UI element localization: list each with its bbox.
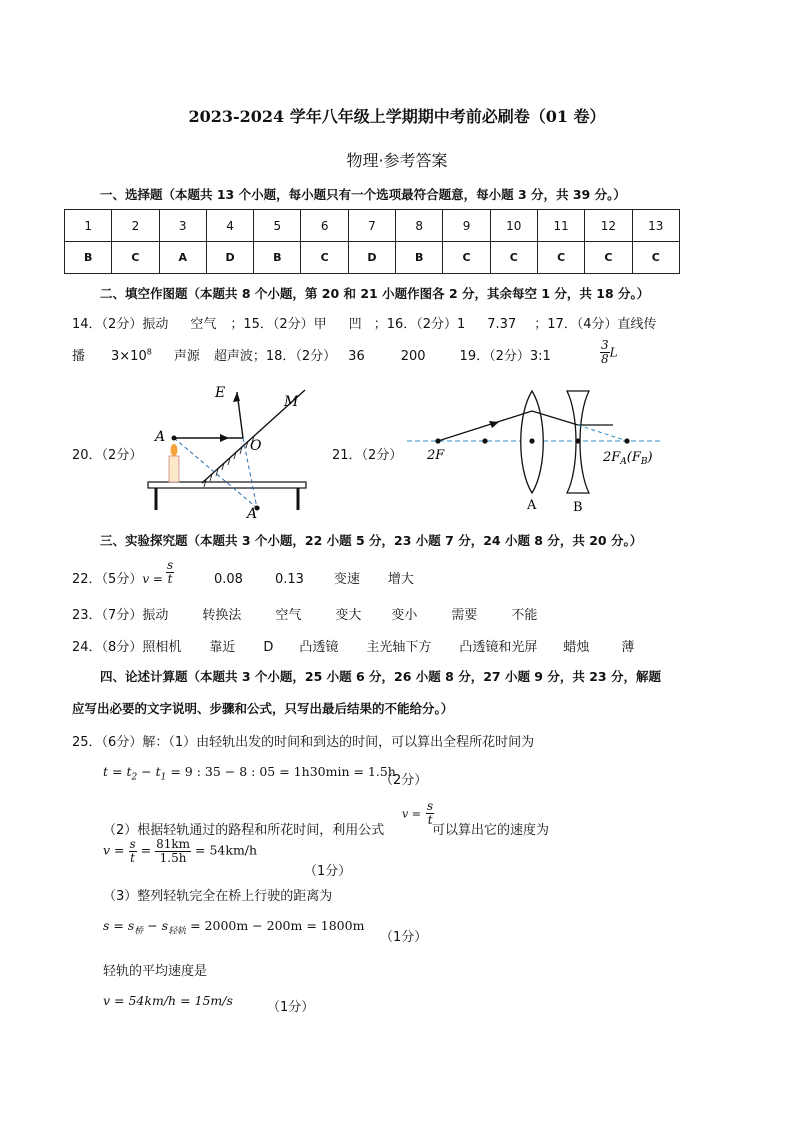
q24-answer-5: 主光轴下方 [366,640,432,655]
q20-label: 20．（2分） [72,448,143,463]
answer-2: C [112,242,159,274]
score-formula-3: （1分） [380,930,428,945]
q22-line [72,568,163,587]
q23-answer-3: 空气 [275,608,302,623]
section3-heading: 三、实验探究题（本题共 3 个小题，22 小题 5 分，23 小题 7 分，24 小题 8 分，共 20 分。） [100,533,643,548]
q17-speed-answer [111,349,152,364]
q19-label: 19．（2分）3:1 [459,349,551,364]
q23-answer-7: 不能 [511,608,538,623]
question-number-13: 13 [632,210,679,242]
q23-answer-4: 变大 [335,608,362,623]
question-number-5: 5 [254,210,301,242]
question-number-3: 3 [159,210,206,242]
q24-answer-4: 凸透镜 [299,640,339,655]
page-subtitle: 物理·参考答案 [346,151,448,170]
fill-line-2 [72,345,551,364]
section4-heading-line2: 应写出必要的文字说明、步骤和公式，只写出最后结果的不能给分。） [72,701,454,716]
score-formula-4: （1分） [267,1000,315,1015]
q22-fraction [166,559,174,585]
question-number-12: 12 [585,210,632,242]
q23-answer-2: 转换法 [202,608,242,623]
question-number-1: 1 [65,210,112,242]
answer-6: C [301,242,348,274]
q17-answer-4-q18-label: 超声波；18．（2分） [213,349,337,364]
q25-part2-text-a: （2）根据轻轨通过的路程和所花时间，利用公式 [103,823,385,838]
answer-table-number-row [65,210,680,242]
q16-label: ；16．（2分）1 [373,317,466,332]
q17-continued: 播 [72,349,86,364]
answer-table [64,209,680,274]
q22-label: 22．（5分） [72,572,143,587]
q15-label: ；15．（2分）甲 [230,317,327,332]
q22-v-eq: v = [142,572,163,586]
candle-flame [171,444,178,456]
q14-label: 14．（2分）振动 [72,317,169,332]
fill-line-1 [72,313,657,332]
q22-answers [214,568,414,587]
q16-answer-2: 7.37 [487,317,517,332]
q17-label: ；17．（4分）直线传 [534,317,657,332]
q24-answer-7: 蜡烛 [563,640,590,655]
q23-label: 23．（7分）振动 [72,608,169,623]
section1-heading: 一、选择题（本题共 13 个小题，每小题只有一个选项最符合题意，每小题 3 分，共 39 分。） [100,187,626,202]
label-e: E [215,385,226,401]
mirror-figure [140,380,320,520]
table-top [148,482,306,488]
ray-in-arrow [489,421,499,428]
q24-label: 24．（8分）照相机 [72,640,182,655]
point-f [482,438,487,443]
q24-answer-8: 薄 [621,640,635,655]
q15-answer-2: 凹 [348,317,362,332]
q24-answer-2: 靠近 [209,640,236,655]
speed-base: 3×10 [111,349,147,364]
label-lens-b: B [573,500,583,515]
formula-1: $t = t_2 - t_1 = 9$ : 35 − 8 : 05 = 1h30min = 1.5h [103,764,396,783]
score-formula-2: （1分） [304,864,352,879]
point-lens-a-center [529,438,534,443]
reflected-arrow [233,392,240,402]
q22-answer-4: 增大 [387,572,414,587]
q23-answer-6: 需要 [451,608,478,623]
q23-line [72,604,537,623]
point-2fa [624,438,629,443]
q23-answer-5: 变小 [391,608,418,623]
answer-11: C [537,242,584,274]
ray-in [438,411,532,441]
question-number-8: 8 [396,210,443,242]
question-number-9: 9 [443,210,490,242]
answer-5: B [254,242,301,274]
formula-4: v = 54km/h = 15m/s [103,993,233,1008]
formula-2: v = $\frac{s}{t}$ = $\frac{81km}{1.5h}$ = 54km/h [103,837,258,865]
q24-answer-6: 凸透镜和光屏 [459,640,538,655]
label-m: M [284,394,299,410]
fraction-denominator: 8 [601,351,609,366]
section4-heading-line1: 四、论述计算题（本题共 3 个小题，25 小题 6 分，26 小题 8 分，27 小题 9 分，共 23 分，解题 [100,669,661,684]
question-number-2: 2 [112,210,159,242]
question-number-6: 6 [301,210,348,242]
q21-label: 21．（2分） [332,448,403,463]
lens-figure [405,385,667,515]
image-construction-line [174,438,257,508]
question-number-4: 4 [206,210,253,242]
point-lens-b-center [575,438,580,443]
question-number-11: 11 [537,210,584,242]
score-formula-1: （2分） [380,773,428,788]
label-2f: 2F [427,448,445,463]
q18-answer-2: 200 [400,349,426,364]
q17-answer-3: 声源 [173,349,200,364]
answer-12: C [585,242,632,274]
speed-exponent: 8 [146,347,152,357]
candle [169,456,179,482]
section2-heading: 二、填空作图题（本题共 8 个小题，第 20 和 21 小题作图各 2 分，其余每空 1 分，共 18 分。） [100,286,650,301]
q22-answer-3: 变速 [333,572,360,587]
q22-answer-1: 0.08 [214,572,243,587]
answer-8: B [396,242,443,274]
q22-answer-2: 0.13 [274,572,304,587]
q18-answer-1: 36 [348,349,365,364]
point-a [172,436,177,441]
answer-13: C [632,242,679,274]
answer-table-answer-row [65,242,680,274]
label-2fa-fb: $2F_A(F_B)$ [603,450,653,467]
q24-line [72,636,634,655]
formula-3: $s = s_桥 - s_{轻轨} = 2000m - 200m = 1800m$ [103,918,365,937]
ray-extension [578,425,627,441]
formula-v-s-t: v = $\frac{s}{t}$ [402,799,434,827]
q25-part3-text: （3）整列轻轨完全在桥上行驶的距离为 [103,889,333,904]
incident-arrow [220,434,229,442]
question-number-10: 10 [490,210,537,242]
q25-part4-text: 轻轨的平均速度是 [103,964,208,979]
label-a-prime: A′ [247,506,261,520]
q22-s: s [167,558,174,572]
answer-7: D [348,242,395,274]
answer-3: A [159,242,206,274]
answer-1: B [65,242,112,274]
page-title: 2023-2024 学年八年级上学期期中考前必刷卷（01 卷） [188,107,606,126]
fraction-numerator: 3 [601,338,609,352]
fraction-L: L [609,345,618,360]
answer-9: C [443,242,490,274]
label-lens-a: A [527,498,537,513]
q19-fraction [600,339,618,365]
answer-10: C [490,242,537,274]
q14-answer-2: 空气 [190,317,217,332]
question-number-7: 7 [348,210,395,242]
q25-part2-text-b: 可以算出它的速度为 [432,823,550,838]
label-o: O [250,438,262,454]
q22-t: t [167,571,173,586]
q24-answer-3: D [263,640,274,655]
label-a: A [155,429,166,445]
answer-4: D [206,242,253,274]
point-2f [435,438,440,443]
q25-intro: 25．（6分）解：（1）由轻轨出发的时间和到达的时间，可以算出全程所花时间为 [72,735,535,750]
